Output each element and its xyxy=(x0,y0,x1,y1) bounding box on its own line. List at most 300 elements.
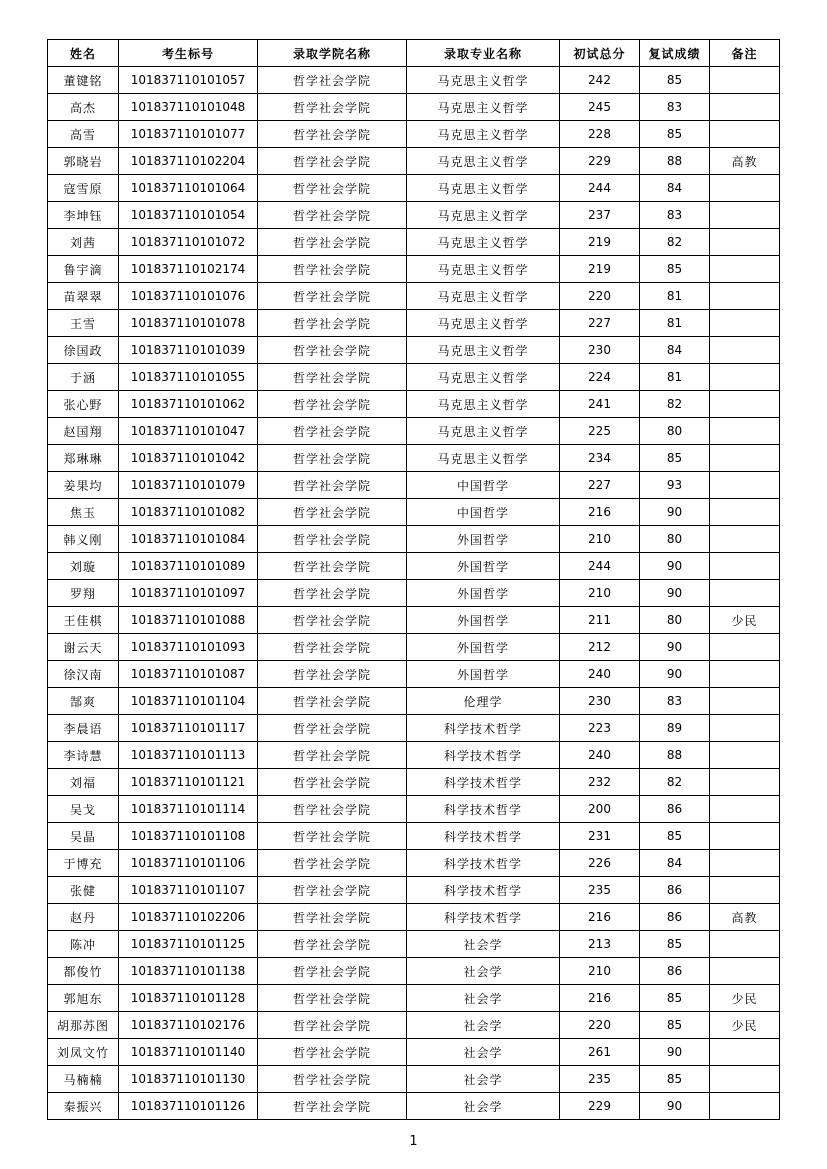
cell-initial-score: 219 xyxy=(560,256,640,283)
cell-major: 社会学 xyxy=(407,958,560,985)
cell-major: 马克思主义哲学 xyxy=(407,391,560,418)
cell-college: 哲学社会学院 xyxy=(258,742,407,769)
cell-exam-id: 101837110102174 xyxy=(119,256,258,283)
cell-major: 科学技术哲学 xyxy=(407,823,560,850)
cell-initial-score: 213 xyxy=(560,931,640,958)
cell-initial-score: 216 xyxy=(560,499,640,526)
cell-college: 哲学社会学院 xyxy=(258,823,407,850)
cell-note xyxy=(710,715,780,742)
cell-name: 高杰 xyxy=(48,94,119,121)
admission-table xyxy=(47,39,780,1120)
cell-exam-id: 101837110101078 xyxy=(119,310,258,337)
cell-initial-score: 234 xyxy=(560,445,640,472)
cell-college: 哲学社会学院 xyxy=(258,553,407,580)
cell-college: 哲学社会学院 xyxy=(258,175,407,202)
cell-name: 徐国政 xyxy=(48,337,119,364)
cell-exam-id: 101837110101088 xyxy=(119,607,258,634)
cell-note xyxy=(710,445,780,472)
cell-name: 鲁宇滴 xyxy=(48,256,119,283)
cell-exam-id: 101837110101047 xyxy=(119,418,258,445)
cell-initial-score: 210 xyxy=(560,958,640,985)
cell-college: 哲学社会学院 xyxy=(258,931,407,958)
header-row xyxy=(48,40,780,67)
cell-note xyxy=(710,310,780,337)
cell-initial-score: 244 xyxy=(560,553,640,580)
cell-name: 姜果均 xyxy=(48,472,119,499)
cell-major: 马克思主义哲学 xyxy=(407,94,560,121)
cell-major: 外国哲学 xyxy=(407,526,560,553)
table-row xyxy=(48,769,780,796)
table-row xyxy=(48,499,780,526)
cell-college: 哲学社会学院 xyxy=(258,364,407,391)
cell-retest-score: 82 xyxy=(640,229,710,256)
cell-college: 哲学社会学院 xyxy=(258,445,407,472)
cell-college: 哲学社会学院 xyxy=(258,337,407,364)
cell-name: 寇雪原 xyxy=(48,175,119,202)
cell-college: 哲学社会学院 xyxy=(258,958,407,985)
table-row xyxy=(48,391,780,418)
cell-college: 哲学社会学院 xyxy=(258,877,407,904)
cell-exam-id: 101837110101121 xyxy=(119,769,258,796)
table-row xyxy=(48,229,780,256)
cell-note: 少民 xyxy=(710,607,780,634)
cell-name: 赵丹 xyxy=(48,904,119,931)
cell-college: 哲学社会学院 xyxy=(258,634,407,661)
cell-exam-id: 101837110101064 xyxy=(119,175,258,202)
cell-major: 马克思主义哲学 xyxy=(407,310,560,337)
cell-college: 哲学社会学院 xyxy=(258,121,407,148)
cell-major: 马克思主义哲学 xyxy=(407,337,560,364)
header-initial-score: 初试总分 xyxy=(560,40,640,67)
table-row xyxy=(48,985,780,1012)
cell-major: 外国哲学 xyxy=(407,607,560,634)
cell-initial-score: 227 xyxy=(560,310,640,337)
cell-exam-id: 101837110101107 xyxy=(119,877,258,904)
cell-retest-score: 82 xyxy=(640,391,710,418)
cell-college: 哲学社会学院 xyxy=(258,1066,407,1093)
cell-major: 科学技术哲学 xyxy=(407,769,560,796)
table-row xyxy=(48,1066,780,1093)
table-row xyxy=(48,94,780,121)
cell-retest-score: 82 xyxy=(640,769,710,796)
cell-note xyxy=(710,580,780,607)
cell-initial-score: 237 xyxy=(560,202,640,229)
cell-college: 哲学社会学院 xyxy=(258,94,407,121)
cell-note xyxy=(710,1066,780,1093)
cell-note xyxy=(710,688,780,715)
cell-exam-id: 101837110101114 xyxy=(119,796,258,823)
cell-initial-score: 216 xyxy=(560,985,640,1012)
cell-note xyxy=(710,769,780,796)
cell-name: 郭旭东 xyxy=(48,985,119,1012)
table-row xyxy=(48,256,780,283)
cell-name: 李诗慧 xyxy=(48,742,119,769)
cell-name: 谢云天 xyxy=(48,634,119,661)
cell-retest-score: 88 xyxy=(640,148,710,175)
cell-major: 社会学 xyxy=(407,985,560,1012)
cell-initial-score: 261 xyxy=(560,1039,640,1066)
cell-note xyxy=(710,229,780,256)
cell-exam-id: 101837110101106 xyxy=(119,850,258,877)
cell-name: 马楠楠 xyxy=(48,1066,119,1093)
cell-note: 高教 xyxy=(710,904,780,931)
cell-name: 焦玉 xyxy=(48,499,119,526)
cell-initial-score: 231 xyxy=(560,823,640,850)
cell-major: 科学技术哲学 xyxy=(407,796,560,823)
cell-name: 刘福 xyxy=(48,769,119,796)
cell-exam-id: 101837110101108 xyxy=(119,823,258,850)
table-row xyxy=(48,175,780,202)
cell-initial-score: 241 xyxy=(560,391,640,418)
cell-major: 社会学 xyxy=(407,1066,560,1093)
cell-retest-score: 86 xyxy=(640,877,710,904)
cell-college: 哲学社会学院 xyxy=(258,67,407,94)
cell-name: 张健 xyxy=(48,877,119,904)
cell-exam-id: 101837110101082 xyxy=(119,499,258,526)
cell-initial-score: 240 xyxy=(560,661,640,688)
table-row xyxy=(48,850,780,877)
cell-major: 社会学 xyxy=(407,931,560,958)
cell-college: 哲学社会学院 xyxy=(258,715,407,742)
cell-retest-score: 84 xyxy=(640,337,710,364)
cell-note xyxy=(710,742,780,769)
header-name: 姓名 xyxy=(48,40,119,67)
cell-name: 王雪 xyxy=(48,310,119,337)
cell-college: 哲学社会学院 xyxy=(258,472,407,499)
cell-initial-score: 219 xyxy=(560,229,640,256)
cell-initial-score: 225 xyxy=(560,418,640,445)
cell-exam-id: 101837110101117 xyxy=(119,715,258,742)
cell-exam-id: 101837110102204 xyxy=(119,148,258,175)
table-row xyxy=(48,445,780,472)
cell-college: 哲学社会学院 xyxy=(258,526,407,553)
cell-note xyxy=(710,931,780,958)
cell-name: 刘凤文竹 xyxy=(48,1039,119,1066)
cell-major: 马克思主义哲学 xyxy=(407,418,560,445)
cell-name: 董键铭 xyxy=(48,67,119,94)
cell-major: 马克思主义哲学 xyxy=(407,202,560,229)
cell-major: 马克思主义哲学 xyxy=(407,67,560,94)
table-row xyxy=(48,931,780,958)
table-row xyxy=(48,67,780,94)
cell-college: 哲学社会学院 xyxy=(258,283,407,310)
table-row xyxy=(48,796,780,823)
cell-retest-score: 85 xyxy=(640,985,710,1012)
cell-name: 刘璇 xyxy=(48,553,119,580)
cell-exam-id: 101837110102176 xyxy=(119,1012,258,1039)
cell-retest-score: 81 xyxy=(640,364,710,391)
cell-initial-score: 235 xyxy=(560,1066,640,1093)
cell-name: 吴晶 xyxy=(48,823,119,850)
cell-college: 哲学社会学院 xyxy=(258,1039,407,1066)
cell-retest-score: 90 xyxy=(640,580,710,607)
cell-major: 科学技术哲学 xyxy=(407,877,560,904)
cell-exam-id: 101837110101042 xyxy=(119,445,258,472)
table-row xyxy=(48,310,780,337)
cell-note xyxy=(710,121,780,148)
cell-initial-score: 220 xyxy=(560,1012,640,1039)
cell-name: 秦振兴 xyxy=(48,1093,119,1120)
cell-retest-score: 90 xyxy=(640,661,710,688)
cell-exam-id: 101837110101097 xyxy=(119,580,258,607)
cell-initial-score: 212 xyxy=(560,634,640,661)
cell-retest-score: 90 xyxy=(640,553,710,580)
cell-retest-score: 90 xyxy=(640,634,710,661)
cell-exam-id: 101837110101076 xyxy=(119,283,258,310)
cell-note xyxy=(710,472,780,499)
cell-name: 苗翠翠 xyxy=(48,283,119,310)
cell-name: 李晨语 xyxy=(48,715,119,742)
cell-retest-score: 85 xyxy=(640,1066,710,1093)
cell-major: 科学技术哲学 xyxy=(407,904,560,931)
cell-major: 社会学 xyxy=(407,1012,560,1039)
cell-note xyxy=(710,67,780,94)
table-row xyxy=(48,607,780,634)
table-row xyxy=(48,121,780,148)
cell-major: 外国哲学 xyxy=(407,553,560,580)
cell-exam-id: 101837110101084 xyxy=(119,526,258,553)
cell-initial-score: 228 xyxy=(560,121,640,148)
cell-major: 马克思主义哲学 xyxy=(407,283,560,310)
table-row xyxy=(48,1012,780,1039)
cell-retest-score: 81 xyxy=(640,283,710,310)
cell-note xyxy=(710,796,780,823)
cell-initial-score: 240 xyxy=(560,742,640,769)
cell-note xyxy=(710,175,780,202)
cell-note xyxy=(710,823,780,850)
cell-name: 于博充 xyxy=(48,850,119,877)
cell-major: 外国哲学 xyxy=(407,580,560,607)
table-row xyxy=(48,958,780,985)
table-row xyxy=(48,472,780,499)
cell-exam-id: 101837110101039 xyxy=(119,337,258,364)
cell-note xyxy=(710,958,780,985)
cell-major: 马克思主义哲学 xyxy=(407,256,560,283)
cell-note xyxy=(710,1093,780,1120)
cell-note: 少民 xyxy=(710,985,780,1012)
cell-note xyxy=(710,850,780,877)
page-number: 1 xyxy=(409,1134,418,1149)
header-exam-id: 考生标号 xyxy=(119,40,258,67)
cell-exam-id: 101837110101093 xyxy=(119,634,258,661)
table-row xyxy=(48,1039,780,1066)
cell-note xyxy=(710,337,780,364)
cell-major: 科学技术哲学 xyxy=(407,850,560,877)
cell-college: 哲学社会学院 xyxy=(258,661,407,688)
cell-exam-id: 101837110101055 xyxy=(119,364,258,391)
table-row xyxy=(48,661,780,688)
cell-note: 少民 xyxy=(710,1012,780,1039)
cell-name: 张心野 xyxy=(48,391,119,418)
cell-major: 科学技术哲学 xyxy=(407,715,560,742)
cell-retest-score: 81 xyxy=(640,310,710,337)
cell-name: 吴戈 xyxy=(48,796,119,823)
cell-major: 马克思主义哲学 xyxy=(407,148,560,175)
cell-name: 徐汉南 xyxy=(48,661,119,688)
table-row xyxy=(48,553,780,580)
cell-initial-score: 230 xyxy=(560,688,640,715)
cell-college: 哲学社会学院 xyxy=(258,688,407,715)
cell-major: 马克思主义哲学 xyxy=(407,364,560,391)
cell-initial-score: 244 xyxy=(560,175,640,202)
cell-exam-id: 101837110101072 xyxy=(119,229,258,256)
cell-exam-id: 101837110101079 xyxy=(119,472,258,499)
cell-exam-id: 101837110101138 xyxy=(119,958,258,985)
cell-initial-score: 229 xyxy=(560,148,640,175)
cell-college: 哲学社会学院 xyxy=(258,904,407,931)
cell-retest-score: 80 xyxy=(640,526,710,553)
cell-college: 哲学社会学院 xyxy=(258,229,407,256)
header-retest-score: 复试成绩 xyxy=(640,40,710,67)
cell-retest-score: 93 xyxy=(640,472,710,499)
cell-initial-score: 200 xyxy=(560,796,640,823)
cell-college: 哲学社会学院 xyxy=(258,769,407,796)
cell-college: 哲学社会学院 xyxy=(258,148,407,175)
cell-retest-score: 90 xyxy=(640,499,710,526)
cell-exam-id: 101837110101054 xyxy=(119,202,258,229)
cell-initial-score: 232 xyxy=(560,769,640,796)
table-row xyxy=(48,1093,780,1120)
cell-exam-id: 101837110101128 xyxy=(119,985,258,1012)
table-row xyxy=(48,283,780,310)
cell-note xyxy=(710,499,780,526)
cell-exam-id: 101837110101125 xyxy=(119,931,258,958)
header-note: 备注 xyxy=(710,40,780,67)
cell-college: 哲学社会学院 xyxy=(258,499,407,526)
table-row xyxy=(48,904,780,931)
cell-exam-id: 101837110101140 xyxy=(119,1039,258,1066)
cell-initial-score: 227 xyxy=(560,472,640,499)
cell-initial-score: 224 xyxy=(560,364,640,391)
cell-retest-score: 80 xyxy=(640,607,710,634)
cell-retest-score: 86 xyxy=(640,796,710,823)
cell-note xyxy=(710,526,780,553)
cell-major: 马克思主义哲学 xyxy=(407,121,560,148)
cell-retest-score: 84 xyxy=(640,175,710,202)
cell-name: 赵国翔 xyxy=(48,418,119,445)
cell-name: 罗翔 xyxy=(48,580,119,607)
table-row xyxy=(48,526,780,553)
cell-note xyxy=(710,661,780,688)
cell-retest-score: 90 xyxy=(640,1093,710,1120)
cell-retest-score: 86 xyxy=(640,904,710,931)
cell-name: 刘茜 xyxy=(48,229,119,256)
cell-college: 哲学社会学院 xyxy=(258,418,407,445)
cell-major: 中国哲学 xyxy=(407,499,560,526)
cell-initial-score: 210 xyxy=(560,526,640,553)
cell-college: 哲学社会学院 xyxy=(258,391,407,418)
cell-initial-score: 229 xyxy=(560,1093,640,1120)
header-major: 录取专业名称 xyxy=(407,40,560,67)
cell-initial-score: 216 xyxy=(560,904,640,931)
cell-college: 哲学社会学院 xyxy=(258,796,407,823)
cell-exam-id: 101837110101089 xyxy=(119,553,258,580)
cell-retest-score: 80 xyxy=(640,418,710,445)
cell-major: 伦理学 xyxy=(407,688,560,715)
cell-initial-score: 242 xyxy=(560,67,640,94)
cell-initial-score: 230 xyxy=(560,337,640,364)
cell-note xyxy=(710,418,780,445)
cell-exam-id: 101837110101087 xyxy=(119,661,258,688)
cell-exam-id: 101837110101057 xyxy=(119,67,258,94)
table-row xyxy=(48,742,780,769)
cell-initial-score: 235 xyxy=(560,877,640,904)
cell-exam-id: 101837110101130 xyxy=(119,1066,258,1093)
cell-college: 哲学社会学院 xyxy=(258,1093,407,1120)
header-college: 录取学院名称 xyxy=(258,40,407,67)
cell-major: 中国哲学 xyxy=(407,472,560,499)
cell-name: 高雪 xyxy=(48,121,119,148)
cell-note xyxy=(710,202,780,229)
cell-retest-score: 85 xyxy=(640,256,710,283)
cell-college: 哲学社会学院 xyxy=(258,202,407,229)
table-row xyxy=(48,337,780,364)
table-row xyxy=(48,418,780,445)
cell-major: 社会学 xyxy=(407,1093,560,1120)
cell-college: 哲学社会学院 xyxy=(258,607,407,634)
cell-name: 郭晓岩 xyxy=(48,148,119,175)
cell-name: 于涵 xyxy=(48,364,119,391)
table-row xyxy=(48,688,780,715)
table-row xyxy=(48,580,780,607)
cell-exam-id: 101837110101126 xyxy=(119,1093,258,1120)
cell-major: 科学技术哲学 xyxy=(407,742,560,769)
cell-note: 高教 xyxy=(710,148,780,175)
cell-college: 哲学社会学院 xyxy=(258,985,407,1012)
cell-retest-score: 83 xyxy=(640,202,710,229)
cell-note xyxy=(710,94,780,121)
cell-retest-score: 83 xyxy=(640,94,710,121)
cell-name: 郜爽 xyxy=(48,688,119,715)
cell-name: 韩义刚 xyxy=(48,526,119,553)
cell-retest-score: 85 xyxy=(640,823,710,850)
cell-initial-score: 210 xyxy=(560,580,640,607)
cell-note xyxy=(710,364,780,391)
cell-exam-id: 101837110101048 xyxy=(119,94,258,121)
cell-retest-score: 89 xyxy=(640,715,710,742)
table-row xyxy=(48,823,780,850)
table-row xyxy=(48,634,780,661)
cell-note xyxy=(710,283,780,310)
cell-exam-id: 101837110101104 xyxy=(119,688,258,715)
cell-exam-id: 101837110102206 xyxy=(119,904,258,931)
cell-major: 外国哲学 xyxy=(407,661,560,688)
cell-retest-score: 84 xyxy=(640,850,710,877)
cell-note xyxy=(710,553,780,580)
cell-note xyxy=(710,256,780,283)
cell-retest-score: 90 xyxy=(640,1039,710,1066)
table-row xyxy=(48,877,780,904)
cell-initial-score: 211 xyxy=(560,607,640,634)
cell-exam-id: 101837110101077 xyxy=(119,121,258,148)
cell-retest-score: 88 xyxy=(640,742,710,769)
cell-note xyxy=(710,391,780,418)
cell-name: 郑琳琳 xyxy=(48,445,119,472)
table-body xyxy=(48,67,780,1120)
table-row xyxy=(48,202,780,229)
cell-name: 胡那苏图 xyxy=(48,1012,119,1039)
cell-name: 陈冲 xyxy=(48,931,119,958)
cell-exam-id: 101837110101062 xyxy=(119,391,258,418)
cell-retest-score: 85 xyxy=(640,67,710,94)
cell-note xyxy=(710,1039,780,1066)
cell-college: 哲学社会学院 xyxy=(258,850,407,877)
cell-major: 马克思主义哲学 xyxy=(407,445,560,472)
cell-note xyxy=(710,877,780,904)
cell-major: 马克思主义哲学 xyxy=(407,229,560,256)
cell-retest-score: 85 xyxy=(640,931,710,958)
cell-note xyxy=(710,634,780,661)
